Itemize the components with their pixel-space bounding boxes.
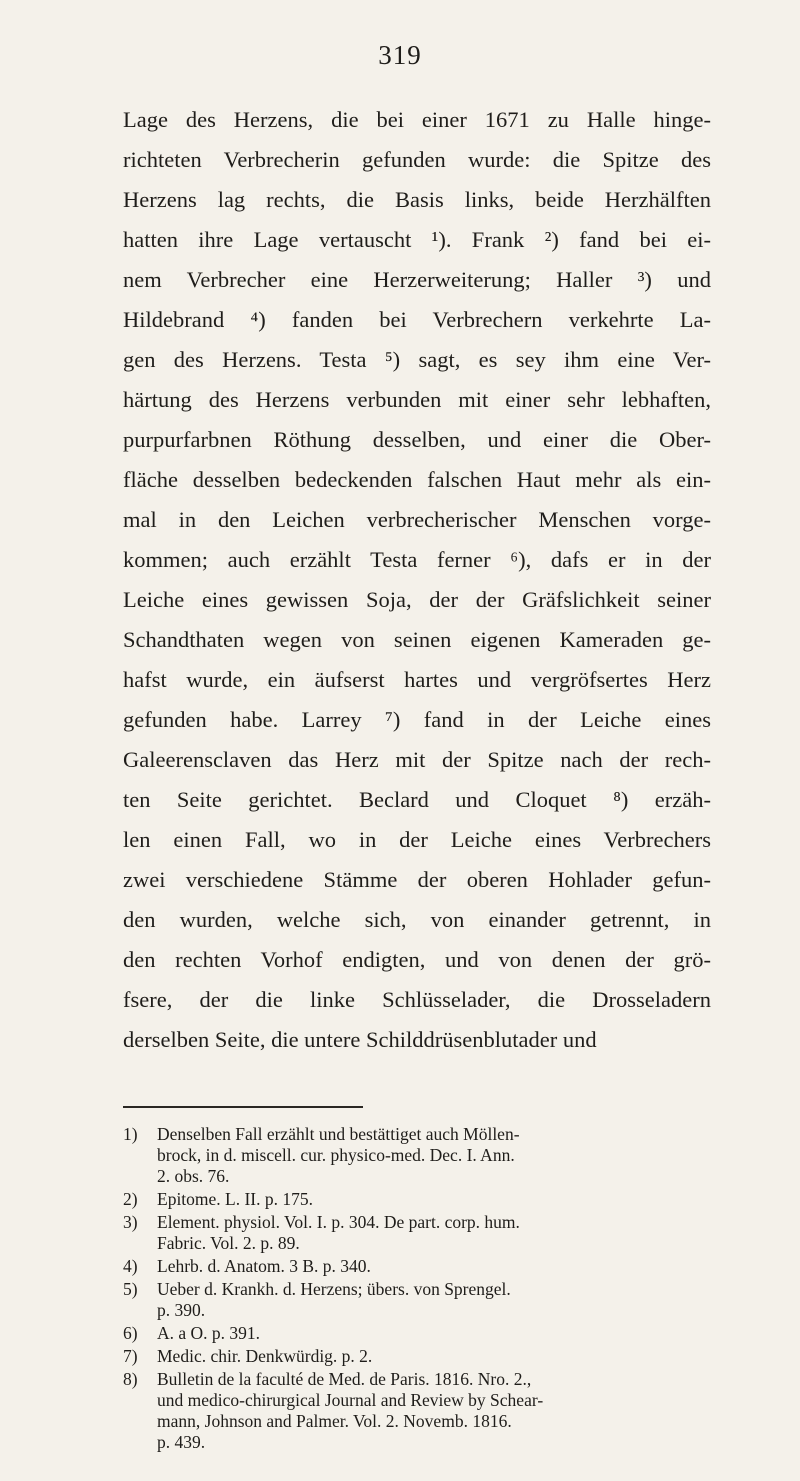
footnote-number: 4) — [123, 1256, 138, 1276]
body-line: Leiche eines gewissen Soja, der der Gräfslichkeit seiner — [123, 587, 711, 612]
footnote-text — [157, 1346, 711, 1367]
footnote — [123, 1124, 711, 1187]
footnote-line: Denselben Fall erzählt und bestättiget auch Möllen- — [157, 1124, 520, 1144]
footnote-line: Element. physiol. Vol. I. p. 304. De part. corp. hum. — [157, 1212, 520, 1232]
footnote-text — [157, 1323, 711, 1344]
body-line: fläche desselben bedeckenden falschen Haut mehr als ein- — [123, 467, 711, 492]
footnote-number: 7) — [123, 1346, 138, 1366]
body-line: gefunden habe. Larrey ⁷) fand in der Leiche eines — [123, 707, 711, 732]
footnote-number: 5) — [123, 1279, 138, 1299]
footnotes — [123, 1124, 711, 1455]
footnote-line: mann, Johnson and Palmer. Vol. 2. Novemb. 1816. — [157, 1411, 512, 1431]
body-line: nem Verbrecher eine Herzerweiterung; Haller ³) und — [123, 267, 711, 292]
body-line: kommen; auch erzählt Testa ferner ⁶), dafs er in der — [123, 547, 711, 572]
body-line: purpurfarbnen Röthung desselben, und einer die Ober- — [123, 427, 711, 452]
footnote-line: Epitome. L. II. p. 175. — [157, 1189, 314, 1209]
footnote-number: 6) — [123, 1323, 138, 1343]
footnote-text — [157, 1256, 711, 1277]
body-line: mal in den Leichen verbrecherischer Menschen vorge- — [123, 507, 711, 532]
footnote-line: Bulletin de la faculté de Med. de Paris. 1816. Nro. 2., — [157, 1369, 532, 1389]
body-line: fsere, der die linke Schlüsselader, die Drosseladern — [123, 987, 711, 1012]
footnote — [123, 1346, 711, 1367]
body-line: Schandthaten wegen von seinen eigenen Kameraden ge- — [123, 627, 711, 652]
footnote-number: 2) — [123, 1189, 138, 1209]
body-line: Lage des Herzens, die bei einer 1671 zu Halle hinge- — [123, 107, 711, 132]
body-line: hatten ihre Lage vertauscht ¹). Frank ²) fand bei ei- — [123, 227, 711, 252]
footnote-text — [157, 1212, 711, 1254]
body-line: hafst wurde, ein äufserst hartes und vergröfsertes Herz — [123, 667, 711, 692]
footnote-number: 3) — [123, 1212, 138, 1232]
footnote-line: Medic. chir. Denkwürdig. p. 2. — [157, 1346, 373, 1366]
footnote-line: A. a O. p. 391. — [157, 1323, 261, 1343]
footnote-line: Fabric. Vol. 2. p. 89. — [157, 1233, 300, 1253]
footnote — [123, 1212, 711, 1254]
body-line: len einen Fall, wo in der Leiche eines Verbrechers — [123, 827, 711, 852]
footnote-number: 1) — [123, 1124, 138, 1144]
body-line: Galeerensclaven das Herz mit der Spitze nach der rech- — [123, 747, 711, 772]
footnote-line: 2. obs. 76. — [157, 1166, 230, 1186]
footnote — [123, 1256, 711, 1277]
page-number: 319 — [378, 40, 422, 70]
footnote-line: brock, in d. miscell. cur. physico-med. Dec. I. Ann. — [157, 1145, 515, 1165]
body-line: ten Seite gerichtet. Beclard und Cloquet ⁸) erzäh- — [123, 787, 711, 812]
footnote-text — [157, 1124, 711, 1187]
body-line: Herzens lag rechts, die Basis links, beide Herzhälften — [123, 187, 711, 212]
footnote — [123, 1323, 711, 1344]
body-line: härtung des Herzens verbunden mit einer sehr lebhaften, — [123, 387, 711, 412]
footnote-line: Ueber d. Krankh. d. Herzens; übers. von Sprengel. — [157, 1279, 511, 1299]
footnote-text — [157, 1189, 711, 1210]
footnote-line: p. 390. — [157, 1300, 206, 1320]
body-line: derselben Seite, die untere Schilddrüsenblutader und — [123, 1027, 597, 1052]
body-line: richteten Verbrecherin gefunden wurde: die Spitze des — [123, 147, 711, 172]
footnote-line: Lehrb. d. Anatom. 3 B. p. 340. — [157, 1256, 371, 1276]
footnote-number: 8) — [123, 1369, 138, 1389]
body-line: den rechten Vorhof endigten, und von denen der grö- — [123, 947, 711, 972]
footnote — [123, 1369, 711, 1453]
body-line: Hildebrand ⁴) fanden bei Verbrechern verkehrte La- — [123, 307, 711, 332]
body-line: gen des Herzens. Testa ⁵) sagt, es sey ihm eine Ver- — [123, 347, 711, 372]
footnote — [123, 1189, 711, 1210]
footnote-line: und medico-chirurgical Journal and Review by Schear- — [157, 1390, 544, 1410]
body-text — [123, 100, 711, 1060]
body-line: zwei verschiedene Stämme der oberen Hohlader gefun- — [123, 867, 711, 892]
footnote — [123, 1279, 711, 1321]
footnote-text — [157, 1279, 711, 1321]
body-line: den wurden, welche sich, von einander getrennt, in — [123, 907, 711, 932]
footnote-line: p. 439. — [157, 1432, 206, 1452]
footnote-divider — [123, 1106, 363, 1108]
footnote-text — [157, 1369, 711, 1453]
